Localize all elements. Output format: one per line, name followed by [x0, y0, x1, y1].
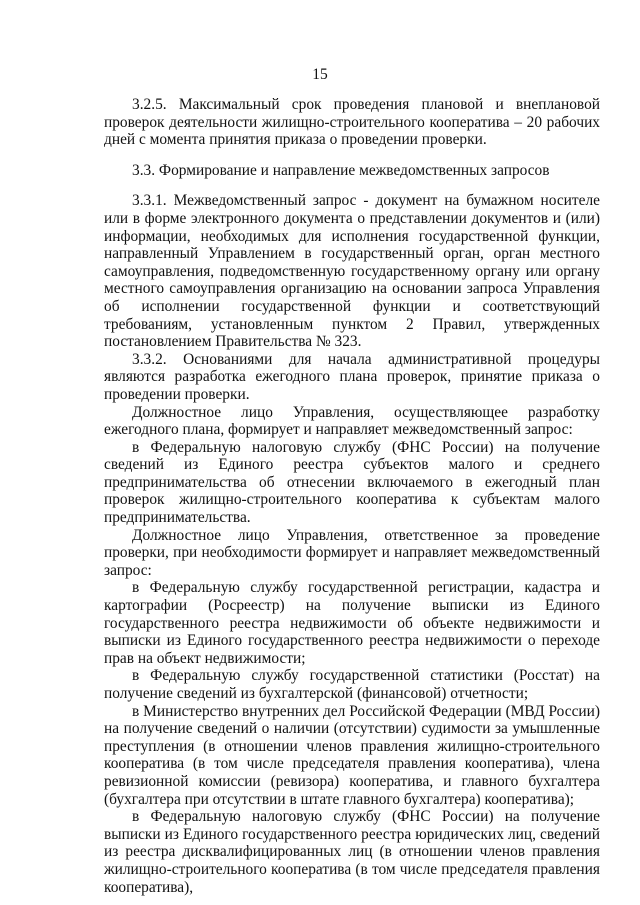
paragraph-fns-smb-registry: в Федеральную налоговую службу (ФНС России) на получение сведений из Единого реестра субъектов малого и среднего предпринимательства об отнесении включаемого в ежегодный план проверок жилищно-строительного кооператива к субъектам малого предпринимательства. [104, 438, 600, 527]
paragraph-mvd: в Министерство внутренних дел Российской Федерации (МВД России) на получение сведений о наличии (отсутствии) судимости за умышленные преступления (в отношении членов правления жилищно-строительного кооператива (в том числе председателя правления кооператива), члена ревизионной комиссии (ревизора) кооператива, и главного бухгалтера (бухгалтера при отсутствии в штате главного бухгалтера) кооператива); [104, 702, 600, 808]
paragraph-rosstat: в Федеральную службу государственной статистики (Росстат) на получение сведений из бухгалтерской (финансовой) отчетности; [104, 667, 600, 702]
section-heading-3-3: 3.3. Формирование и направление межведомственных запросов [132, 161, 550, 179]
paragraph-3-2-5: 3.2.5. Максимальный срок проведения плановой и внеплановой проверок деятельности жилищно-строительного кооператива – 20 рабочих дней с момента принятия приказа о проведении проверки. [104, 96, 600, 149]
page-number: 15 [312, 66, 328, 83]
paragraph-3-3-2: 3.3.2. Основаниями для начала административной процедуры являются разработка ежегодного плана проверок, принятие приказа о проведении проверки. [104, 350, 600, 403]
paragraph-3-3-1: 3.3.1. Межведомственный запрос - документ на бумажном носителе или в форме электронного документа о представлении документов и (или) информации, необходимых для исполнения государственной функции, направленный Управлением в государственный орган, орган местного самоуправления, подведомственную государственному органу или органу местного самоуправления организацию на основании запроса Управления об исполнении государственной функции и соответствующий требованиям, установленным пунктом 2 Правил, утвержденных постановлением Правительства № 323. [104, 192, 600, 351]
paragraph-rosreestr: в Федеральную службу государственной регистрации, кадастра и картографии (Росреестр) на получение выписки из Единого государственного реестра недвижимости об объекте недвижимости и выписки из Единого государственного реестра недвижимости о переходе прав на объект недвижимости; [104, 579, 600, 667]
paragraph-inspection-official: Должностное лицо Управления, ответственное за проведение проверки, при необходимости формирует и направляет межведомственный запрос: [104, 526, 600, 579]
document-body [104, 96, 600, 896]
paragraph-fns-egrul: в Федеральную налоговую службу (ФНС России) на получение выписки из Единого государственного реестра юридических лиц, сведений из реестра дисквалифицированных лиц (в отношении членов правления жилищно-строительного кооператива (в том числе председателя правления кооператива), [104, 808, 600, 896]
paragraph-plan-official: Должностное лицо Управления, осуществляющее разработку ежегодного плана, формирует и направляет межведомственный запрос: [104, 403, 600, 439]
